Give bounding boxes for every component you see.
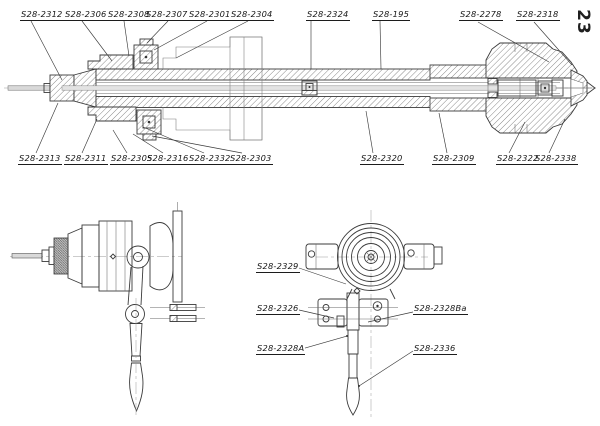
part-label: S28-2328A [256, 344, 305, 355]
part-label: S28-2313 [18, 154, 62, 165]
part-label: S28-2316 [146, 154, 190, 165]
part-label: S28-2336 [413, 344, 457, 355]
part-label: S28-2328Ba [413, 304, 468, 315]
part-label: S28-2308 [107, 10, 151, 21]
part-label: S28-195 [372, 10, 410, 21]
part-label: S28-2306 [64, 10, 108, 21]
part-label: S28-2307 [145, 10, 189, 21]
section-view [4, 37, 596, 140]
part-label: S28-2303 [229, 154, 273, 165]
part-label: S28-2278 [459, 10, 503, 21]
page-number: 23 [572, 9, 593, 35]
part-label: S28-2301 [188, 10, 232, 21]
part-label: S28-2309 [432, 154, 476, 165]
part-label: S28-2305 [110, 154, 154, 165]
part-label: S28-2318 [516, 10, 560, 21]
part-label: S28-2324 [306, 10, 350, 21]
part-label: S28-2312 [20, 10, 64, 21]
side-view [10, 202, 205, 418]
part-label: S28-2329 [256, 262, 300, 273]
part-label: S28-2332 [188, 154, 232, 165]
part-label: S28-2322 [496, 154, 540, 165]
part-label: S28-2320 [360, 154, 404, 165]
part-label: S28-2304 [230, 10, 274, 21]
part-label: S28-2338 [534, 154, 578, 165]
part-label: S28-2326 [256, 304, 300, 315]
part-label: S28-2311 [64, 154, 108, 165]
